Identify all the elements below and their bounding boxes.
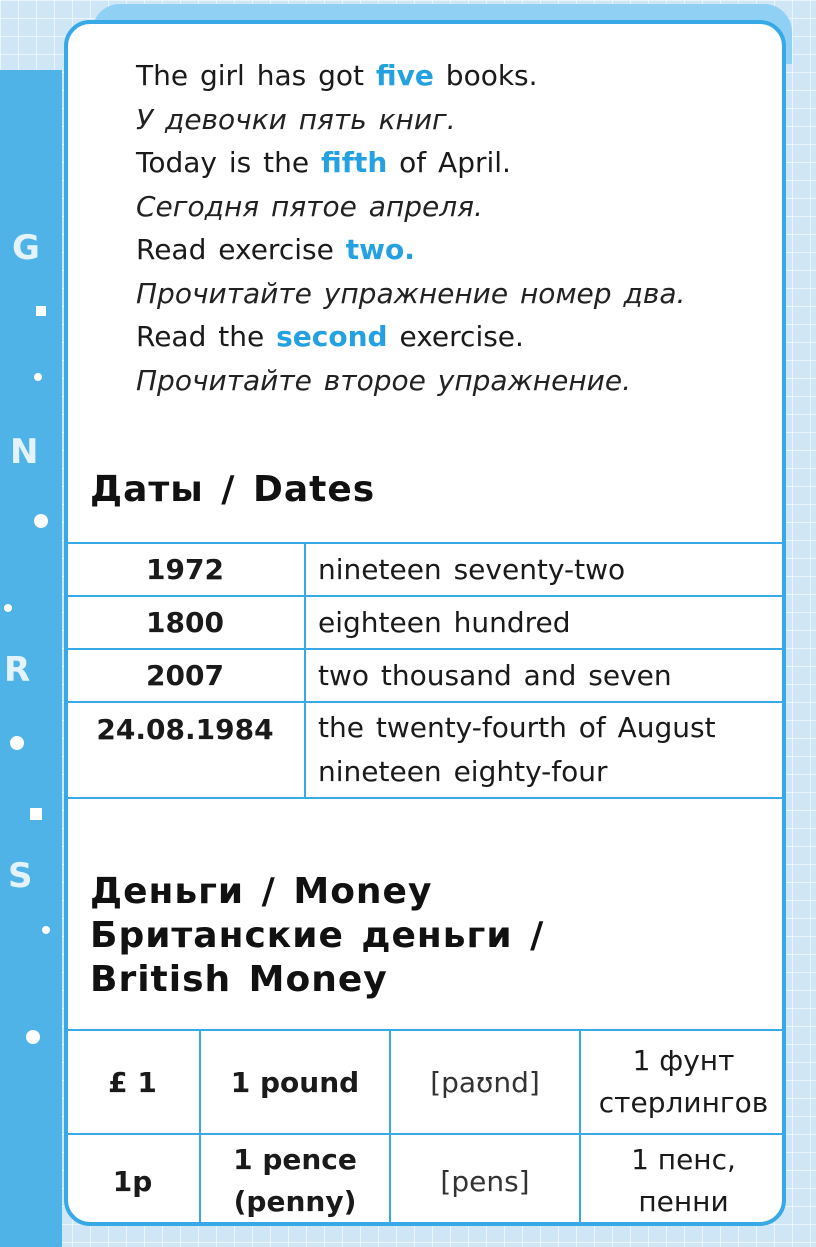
example-translation-ru: Прочитайте упражнение номер два. xyxy=(136,276,686,310)
date-cell: 1800 xyxy=(65,596,305,649)
table-row xyxy=(65,596,786,649)
example-sentences xyxy=(136,54,685,402)
decor-square xyxy=(30,808,42,820)
example-translation-ru: Сегодня пятое апреля. xyxy=(136,189,483,223)
date-words-line: nineteen eighty-four xyxy=(318,755,608,788)
date-cell: 1972 xyxy=(65,543,305,596)
money-name-cell: 1 pound xyxy=(200,1030,390,1134)
money-table xyxy=(64,1029,786,1226)
side-letter: R xyxy=(4,650,31,690)
example-sentence-en: Today is the fifth of April. xyxy=(136,146,511,179)
side-letter: S xyxy=(8,856,33,896)
money-translation-cell xyxy=(580,1030,786,1134)
example-translation-ru: Прочитайте второе упражнение. xyxy=(136,363,631,397)
highlighted-number-word: fifth xyxy=(321,146,388,179)
decor-square xyxy=(36,306,46,316)
table-row xyxy=(65,1030,786,1134)
dates-heading: Даты / Dates xyxy=(90,469,376,510)
money-translation-cell xyxy=(580,1134,786,1226)
date-cell: 24.08.1984 xyxy=(65,702,305,798)
money-name-line: 1 pence xyxy=(233,1143,357,1176)
example-sentence-en: The girl has got five books. xyxy=(136,59,538,92)
money-symbol-cell: 1p xyxy=(65,1134,200,1226)
translation-line: стерлингов xyxy=(598,1086,769,1119)
example-sentence-en: Read exercise two. xyxy=(136,233,415,266)
decor-dot xyxy=(42,926,50,934)
example-translation-ru: У девочки пять книг. xyxy=(136,102,456,136)
table-row xyxy=(65,1134,786,1226)
money-transcription-cell: [paʊnd] xyxy=(390,1030,580,1134)
side-letter: N xyxy=(10,432,39,472)
money-heading-line: Деньги / Money xyxy=(90,871,433,912)
date-words-cell xyxy=(305,702,786,798)
example-sentence-en: Read the second exercise. xyxy=(136,320,524,353)
money-heading-line: Британские деньги / xyxy=(90,915,545,956)
table-row xyxy=(65,702,786,798)
money-heading xyxy=(90,870,544,1002)
table-row xyxy=(65,649,786,702)
highlighted-number-word: second xyxy=(276,320,388,353)
date-words-cell: two thousand and seven xyxy=(305,649,786,702)
date-words-cell: nineteen seventy-two xyxy=(305,543,786,596)
highlighted-number-word: two. xyxy=(345,233,415,266)
decor-dot xyxy=(4,604,12,612)
translation-line: пенни xyxy=(638,1185,729,1218)
money-name-cell xyxy=(200,1134,390,1226)
decor-dot xyxy=(34,514,48,528)
date-words-line: the twenty-fourth of August xyxy=(318,711,716,744)
translation-line: 1 фунт xyxy=(632,1044,735,1077)
date-cell: 2007 xyxy=(65,649,305,702)
money-transcription-cell: [pens] xyxy=(390,1134,580,1226)
table-row xyxy=(65,543,786,596)
reference-card xyxy=(64,20,786,1226)
decorative-side-strip xyxy=(0,70,62,1247)
money-name-line: (penny) xyxy=(233,1185,357,1218)
side-letter: G xyxy=(12,228,40,268)
highlighted-number-word: five xyxy=(375,59,434,92)
decor-dot xyxy=(26,1030,40,1044)
translation-line: 1 пенс, xyxy=(631,1143,736,1176)
dates-table xyxy=(64,542,786,799)
money-symbol-cell: £ 1 xyxy=(65,1030,200,1134)
decor-dot xyxy=(34,373,42,381)
decor-dot xyxy=(10,736,24,750)
date-words-cell: eighteen hundred xyxy=(305,596,786,649)
money-heading-line: British Money xyxy=(90,959,388,1000)
